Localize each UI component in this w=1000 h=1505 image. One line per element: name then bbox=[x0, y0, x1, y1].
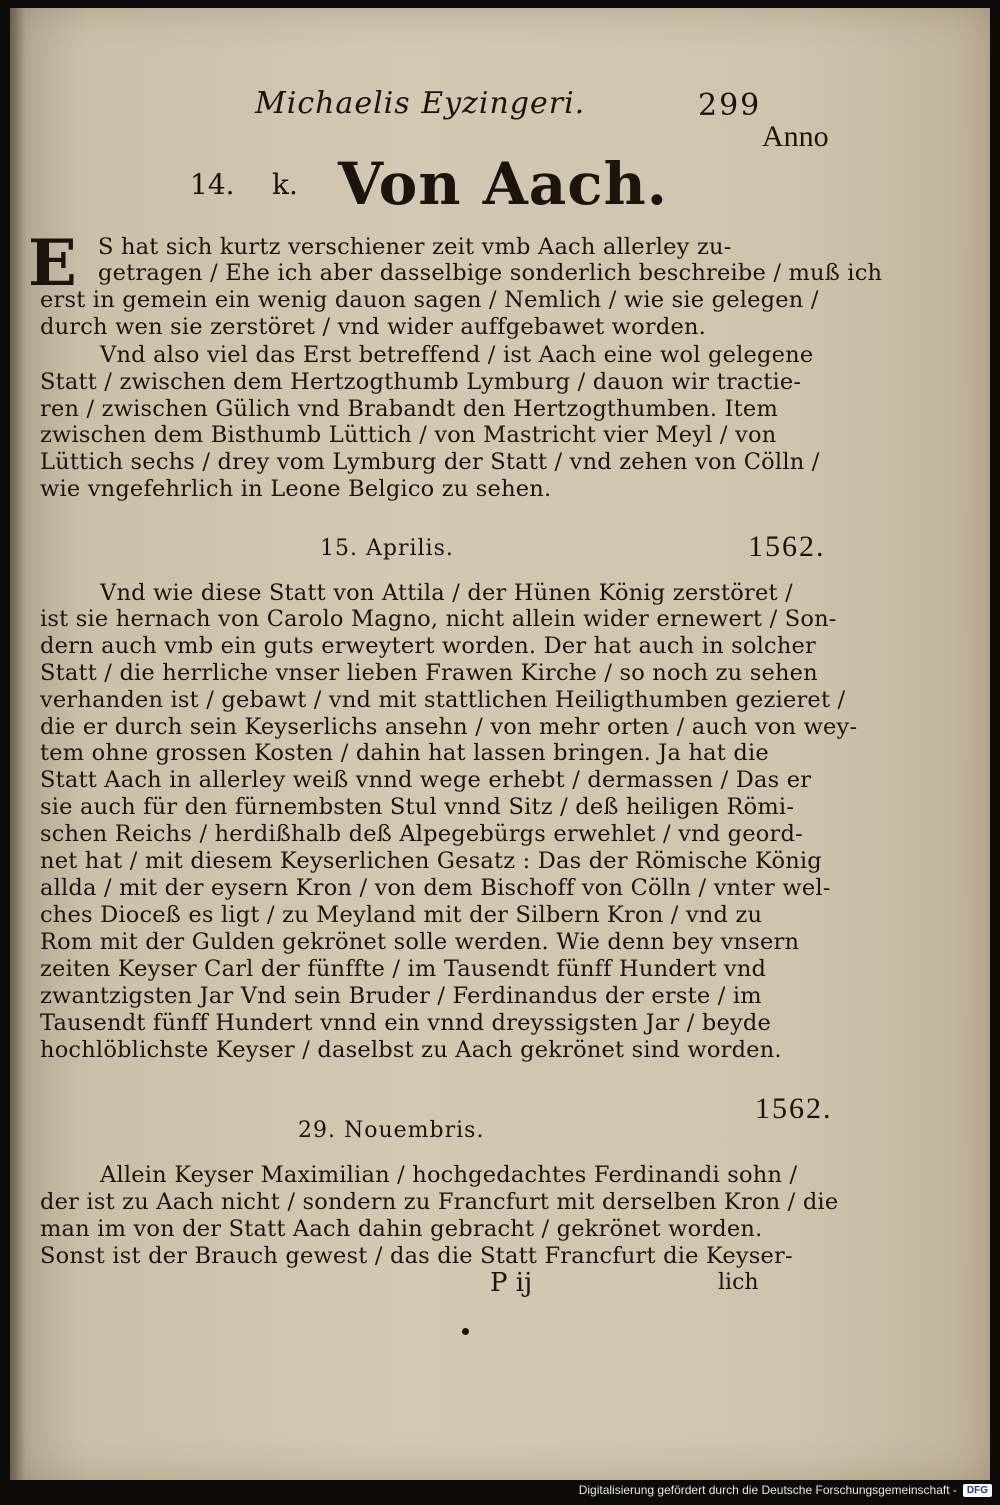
text-line: Vnd also viel das Erst betreffend / ist Aach eine wol gelegene bbox=[100, 342, 814, 368]
text-line: Sonst ist der Brauch gewest / das die Statt Francfurt die Keyser- bbox=[40, 1243, 793, 1269]
section-letter: k. bbox=[272, 168, 298, 201]
text-line: net hat / mit diesem Keyserlichen Gesatz : Das der Römische König bbox=[40, 848, 822, 874]
text-line: schen Reichs / herdißhalb deß Alpegebürgs erwehlet / vnd geord- bbox=[40, 821, 803, 847]
text-line: zwischen dem Bisthumb Lüttich / von Mastricht vier Meyl / von bbox=[40, 422, 777, 448]
page-dot bbox=[462, 1328, 469, 1335]
text-line: wie vngefehrlich in Leone Belgico zu sehen. bbox=[40, 476, 552, 502]
running-head: Michaelis Eyzingeri. bbox=[255, 86, 586, 121]
text-line: ches Dioceß es ligt / zu Meyland mit der Silbern Kron / vnd zu bbox=[40, 902, 763, 928]
margin-year: 1562. bbox=[755, 1092, 833, 1125]
text-line: getragen / Ehe ich aber dasselbige sonderlich beschreibe / muß ich bbox=[98, 260, 883, 286]
margin-note-anno: Anno bbox=[762, 120, 829, 153]
margin-year: 1562. bbox=[748, 530, 826, 563]
text-line: Vnd wie diese Statt von Attila / der Hünen König zerstöret / bbox=[100, 580, 793, 606]
text-line: Tausendt fünff Hundert vnnd ein vnnd dreyssigsten Jar / beyde bbox=[40, 1010, 772, 1036]
section-title: Von Aach. bbox=[338, 150, 668, 218]
page-number: 299 bbox=[698, 88, 762, 123]
text-line: dern auch vmb ein guts erweytert worden. Der hat auch in solcher bbox=[40, 633, 816, 659]
text-line: Statt Aach in allerley weiß vnnd wege erhebt / dermassen / Das er bbox=[40, 767, 812, 793]
text-line: hochlöblichste Keyser / daselbst zu Aach gekrönet sind worden. bbox=[40, 1037, 782, 1063]
text-line: S hat sich kurtz verschiener zeit vmb Aach allerley zu- bbox=[98, 234, 732, 260]
catchword: lich bbox=[718, 1270, 759, 1295]
text-line: ren / zwischen Gülich vnd Brabandt den Hertzogthumben. Item bbox=[40, 396, 778, 422]
footer-credit bbox=[579, 1481, 992, 1499]
drop-cap: E bbox=[28, 226, 77, 301]
text-line: der ist zu Aach nicht / sondern zu Francfurt mit derselben Kron / die bbox=[40, 1189, 839, 1215]
text-line: sie auch für den fürnembsten Stul vnnd Sitz / deß heiligen Römi- bbox=[40, 794, 795, 820]
section-number: 14. bbox=[190, 168, 235, 201]
text-line: zeiten Keyser Carl der fünffte / im Tausendt fünff Hundert vnd bbox=[40, 956, 767, 982]
text-line: man im von der Statt Aach dahin gebracht / gekrönet worden. bbox=[40, 1216, 763, 1242]
date-heading: 29. Nouembris. bbox=[298, 1118, 485, 1143]
text-line: Statt / die herrliche vnser lieben Frawen Kirche / so noch zu sehen bbox=[40, 660, 818, 686]
text-line: Rom mit der Gulden gekrönet solle werden. Wie denn bey vnsern bbox=[40, 929, 800, 955]
footer-text: Digitalisierung gefördert durch die Deutsche Forschungsgemeinschaft - bbox=[578, 1483, 957, 1497]
text-line: verhanden ist / gebawt / vnd mit stattlichen Heiligthumben gezieret / bbox=[40, 687, 846, 713]
text-line: die er durch sein Keyserlichs ansehn / von mehr orten / auch von wey- bbox=[40, 714, 858, 740]
dfg-logo: DFG bbox=[963, 1484, 992, 1497]
text-line: ist sie hernach von Carolo Magno, nicht allein wider ernewert / Son- bbox=[40, 606, 837, 632]
text-line: Lüttich sechs / drey vom Lymburg der Statt / vnd zehen von Cölln / bbox=[40, 449, 820, 475]
signature-mark: P ij bbox=[490, 1268, 533, 1298]
text-line: erst in gemein ein wenig dauon sagen / Nemlich / wie sie gelegen / bbox=[40, 287, 819, 313]
text-line: zwantzigsten Jar Vnd sein Bruder / Ferdinandus der erste / im bbox=[40, 983, 762, 1009]
text-line: Allein Keyser Maximilian / hochgedachtes Ferdinandi sohn / bbox=[100, 1162, 798, 1188]
text-line: tem ohne grossen Kosten / dahin hat lassen bringen. Ja hat die bbox=[40, 740, 769, 766]
scanned-page bbox=[10, 8, 990, 1480]
date-heading: 15. Aprilis. bbox=[320, 536, 454, 561]
text-line: durch wen sie zerstöret / vnd wider auffgebawet worden. bbox=[40, 314, 707, 340]
text-line: allda / mit der eysern Kron / von dem Bischoff von Cölln / vnter wel- bbox=[40, 875, 831, 901]
text-line: Statt / zwischen dem Hertzogthumb Lymburg / dauon wir tractie- bbox=[40, 369, 802, 395]
